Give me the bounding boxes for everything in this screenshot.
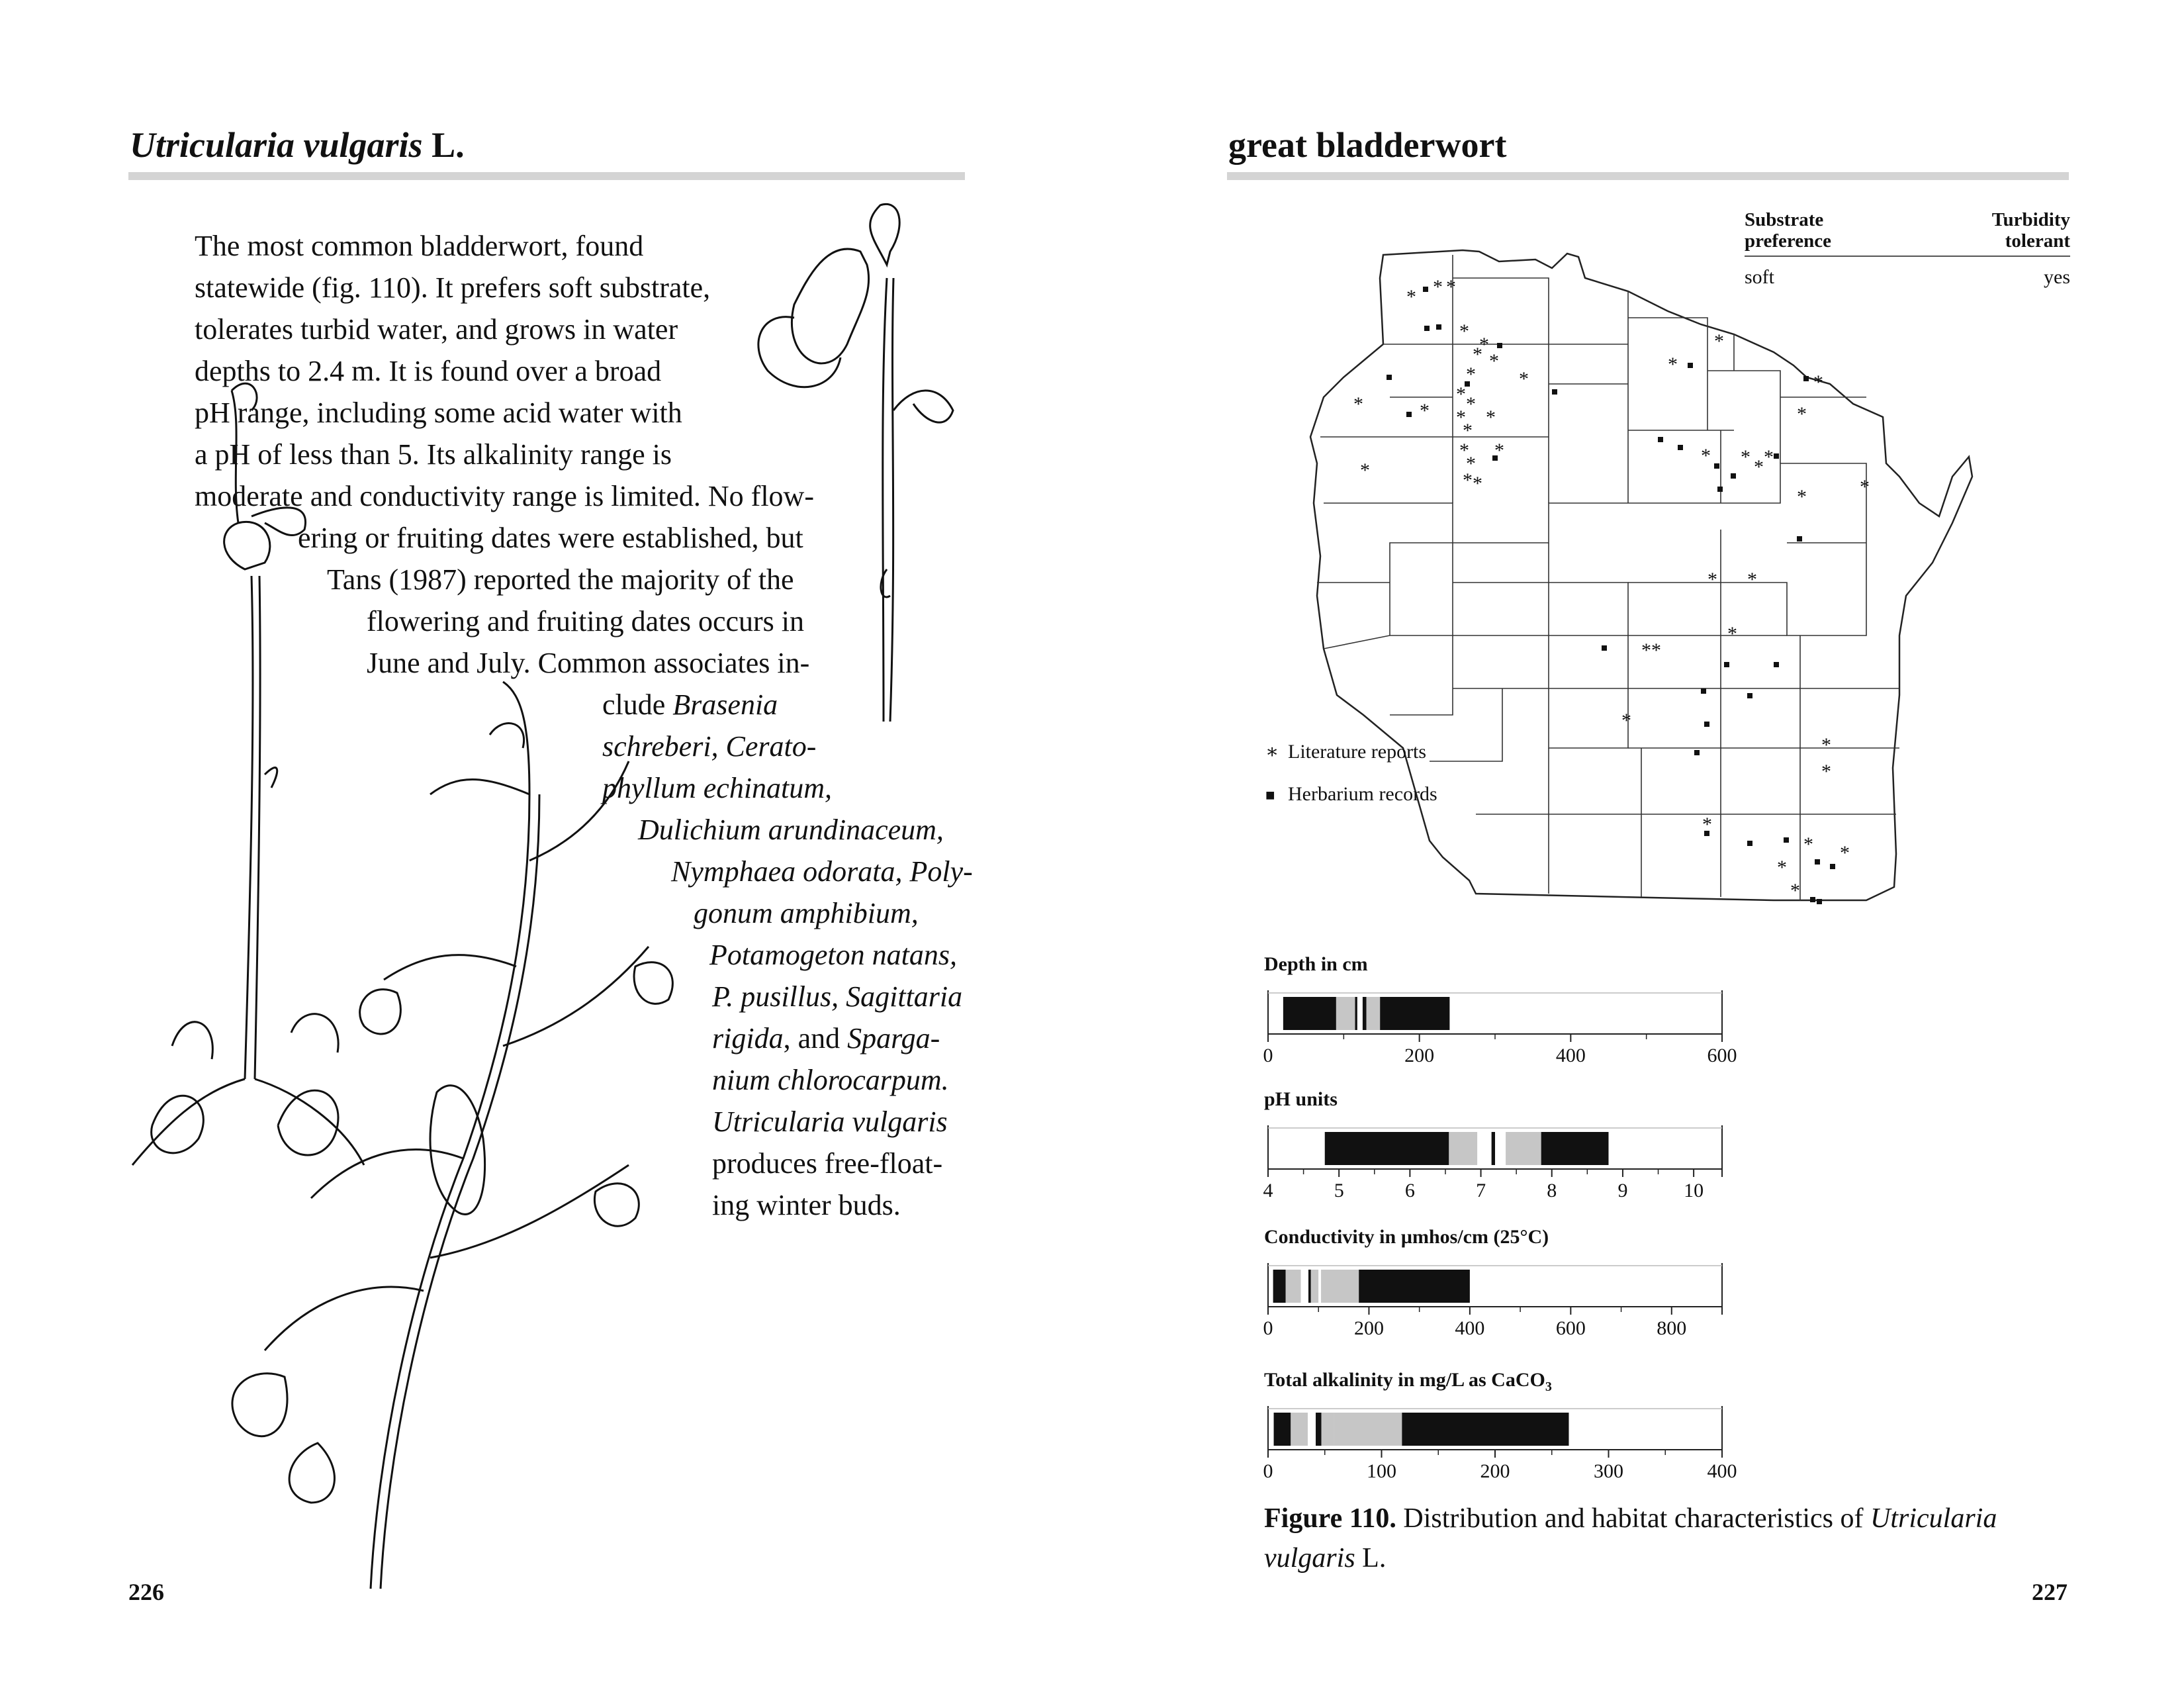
range-segment — [1336, 997, 1355, 1030]
tick-label: 800 — [1657, 1317, 1687, 1338]
range-segment — [1291, 1413, 1308, 1446]
chart-title-text: Total alkalinity in mg/L as CaCO — [1264, 1369, 1545, 1391]
turbidity-header-line2: tolerant — [2005, 230, 2070, 252]
title-rule-right — [1227, 172, 2069, 180]
caption-italic-species: vulgaris — [1264, 1543, 1355, 1573]
description-text: ing winter buds. — [712, 1189, 901, 1221]
flower-stalk-right — [890, 278, 893, 722]
svg-text:*: * — [1821, 734, 1831, 756]
tick-label: 6 — [1404, 1180, 1415, 1201]
range-segment — [1321, 1270, 1359, 1303]
svg-text:*: * — [1466, 453, 1476, 475]
svg-text:*: * — [1621, 710, 1631, 731]
tick-label: 300 — [1594, 1460, 1623, 1481]
svg-text:*: * — [1489, 350, 1499, 372]
description-text: June and July. Common associates in- — [367, 647, 810, 679]
range-segment — [1311, 1270, 1318, 1303]
svg-text:*: * — [1459, 440, 1469, 461]
range-segment — [1541, 1132, 1609, 1165]
italic-species-text: phyllum echinatum, — [602, 772, 833, 804]
range-segment — [1402, 1413, 1569, 1446]
tick-label: 400 — [1555, 1045, 1586, 1066]
tick-label: 4 — [1263, 1180, 1273, 1201]
tick-label: 400 — [1707, 1460, 1737, 1481]
range-segment — [1492, 1132, 1495, 1165]
description-text: produces free-float- — [712, 1147, 943, 1180]
range-chart — [1257, 980, 1747, 1066]
legend-herbarium-label: Herbarium records — [1288, 783, 1437, 805]
range-segment — [1334, 1413, 1402, 1446]
tick-label: 200 — [1404, 1045, 1435, 1066]
wisconsin-distribution-map — [1304, 192, 2005, 927]
svg-text:*: * — [1747, 569, 1757, 590]
figure-label: Figure 110. — [1264, 1503, 1396, 1534]
description-text: statewide (fig. 110). It prefers soft substrate, — [195, 271, 711, 304]
italic-species-text: Utricularia vulgaris — [712, 1105, 948, 1138]
page-number-left: 226 — [128, 1579, 164, 1605]
range-segment — [1477, 1132, 1491, 1165]
tick-label: 0 — [1263, 1045, 1273, 1066]
svg-text:*: * — [1486, 406, 1496, 428]
tick-label: 600 — [1555, 1317, 1586, 1338]
svg-text:*: * — [1479, 334, 1489, 355]
svg-text:*: * — [1360, 459, 1370, 481]
range-segment — [1325, 1132, 1449, 1165]
tick-label: 10 — [1684, 1180, 1704, 1201]
range-segment — [1322, 1413, 1334, 1446]
tick-label: 8 — [1547, 1180, 1557, 1201]
italic-species-text: schreberi, Cerato- — [602, 730, 817, 763]
range-segment — [1308, 1270, 1311, 1303]
svg-text:*: * — [1519, 368, 1529, 390]
caption-tail: L. — [1355, 1543, 1387, 1573]
chart-title-subscript: 3 — [1545, 1380, 1552, 1394]
svg-text:*: * — [1821, 761, 1831, 782]
tick-label: 5 — [1334, 1180, 1344, 1201]
tick-label: 9 — [1617, 1180, 1628, 1201]
italic-species-text: P. pusillus, Sagittaria — [712, 980, 963, 1013]
italic-species-text: Nymphaea odorata, Poly- — [671, 855, 973, 888]
tick-label: 400 — [1455, 1317, 1485, 1338]
svg-text:*: * — [1790, 880, 1800, 902]
italic-species-text: gonum amphibium, — [694, 897, 919, 929]
svg-text:*: * — [1651, 639, 1661, 661]
description-text: flowering and fruiting dates occurs in — [367, 605, 805, 637]
svg-text:*: * — [1727, 623, 1737, 645]
range-segment — [1355, 997, 1357, 1030]
svg-text:*: * — [1813, 371, 1823, 393]
svg-text:*: * — [1701, 445, 1711, 467]
tick-label: 200 — [1480, 1460, 1510, 1481]
species-name: Utricularia vulgaris — [130, 125, 423, 165]
svg-text:*: * — [1860, 476, 1870, 498]
range-segment — [1301, 1270, 1308, 1303]
svg-text:*: * — [1764, 446, 1774, 468]
range-segment — [1380, 997, 1449, 1030]
svg-text:*: * — [1433, 276, 1443, 298]
svg-text:*: * — [1797, 486, 1807, 508]
svg-text:*: * — [1714, 330, 1724, 352]
range-segment — [1308, 1413, 1316, 1446]
tick-label: 0 — [1263, 1460, 1273, 1481]
svg-text:*: * — [1456, 406, 1466, 428]
tick-label: 200 — [1353, 1317, 1384, 1338]
range-chart — [1257, 1252, 1747, 1338]
description-text: a pH of less than 5. Its alkalinity range is — [195, 438, 672, 471]
chart-title — [1264, 1369, 1552, 1395]
svg-text:*: * — [1741, 446, 1751, 468]
svg-text:*: * — [1803, 833, 1813, 855]
svg-text:*: * — [1473, 473, 1482, 494]
svg-text:*: * — [1420, 400, 1430, 422]
asterisk-icon: ∗ — [1265, 741, 1279, 763]
italic-species-text: Brasenia — [672, 688, 778, 721]
substrate-value: soft — [1745, 266, 1774, 288]
svg-text:*: * — [1641, 639, 1651, 661]
range-chart — [1257, 1395, 1747, 1481]
chart-title — [1264, 1226, 1549, 1248]
svg-text:*: * — [1466, 363, 1476, 385]
common-name-title: great bladderwort — [1228, 125, 1507, 165]
range-segment — [1283, 997, 1336, 1030]
description-text: The most common bladderwort, found — [195, 230, 644, 262]
svg-text:*: * — [1473, 344, 1482, 365]
range-segment — [1449, 1132, 1477, 1165]
turbidity-value: yes — [2044, 266, 2070, 288]
species-author: L. — [432, 125, 465, 165]
chart-title-text: Conductivity in µmhos/cm (25°C) — [1264, 1226, 1549, 1248]
svg-text:*: * — [1463, 469, 1473, 491]
range-segment — [1274, 1413, 1291, 1446]
tick-label: 7 — [1476, 1180, 1486, 1201]
range-segment — [1318, 1270, 1321, 1303]
description-text: clude — [602, 688, 673, 721]
svg-text:*: * — [1406, 286, 1416, 308]
svg-text:*: * — [1466, 393, 1476, 415]
range-segment — [1286, 1270, 1301, 1303]
turbidity-header-line1: Turbidity — [1991, 209, 2070, 230]
species-title — [130, 124, 465, 165]
description-text: ering or fruiting dates were established, but — [298, 522, 803, 554]
range-segment — [1367, 997, 1381, 1030]
substrate-header-line2: preference — [1745, 230, 1831, 252]
svg-text:*: * — [1707, 569, 1717, 590]
svg-text:*: * — [1777, 857, 1787, 878]
svg-text:*: * — [1446, 276, 1456, 298]
italic-species-text: Dulichium arundinaceum, — [638, 814, 944, 846]
caption-italic-genus: Utricularia — [1870, 1503, 1997, 1534]
range-segment — [1359, 1270, 1470, 1303]
description-text: , and — [783, 1022, 848, 1055]
description-text: moderate and conductivity range is limited. No flow- — [195, 480, 814, 512]
description-text: Tans (1987) reported the majority of the — [327, 563, 794, 596]
italic-species-text: rigida — [712, 1022, 784, 1055]
tick-label: 100 — [1367, 1460, 1396, 1481]
svg-text:*: * — [1840, 842, 1850, 864]
literature-markers — [1353, 276, 1870, 902]
italic-species-text: Potamogeton natans, — [709, 939, 957, 971]
legend-literature — [1265, 740, 1426, 763]
tick-label: 0 — [1263, 1317, 1273, 1338]
bladderwort-illustration — [126, 192, 986, 1602]
tick-label: 600 — [1707, 1045, 1737, 1066]
svg-text:*: * — [1459, 320, 1469, 342]
substrate-header-line1: Substrate — [1745, 209, 1824, 230]
range-segment — [1363, 997, 1367, 1030]
herbarium-markers — [1387, 287, 1835, 904]
caption-text: Distribution and habitat characteristics of — [1396, 1503, 1871, 1534]
range-chart — [1257, 1115, 1747, 1201]
svg-text:*: * — [1754, 456, 1764, 478]
range-segment — [1357, 997, 1363, 1030]
range-segment — [1495, 1132, 1506, 1165]
range-segment — [1316, 1413, 1322, 1446]
description-text: tolerates turbid water, and grows in water — [195, 313, 678, 346]
figure-caption — [1264, 1499, 2078, 1578]
title-rule-left — [128, 172, 965, 180]
legend-literature-label: Literature reports — [1288, 741, 1427, 763]
page-number-right: 227 — [2032, 1579, 2068, 1605]
chart-title-text: Depth in cm — [1264, 953, 1368, 975]
square-icon: ■ — [1265, 787, 1275, 804]
chart-title — [1264, 953, 1368, 976]
svg-text:*: * — [1702, 814, 1712, 835]
range-segment — [1506, 1132, 1541, 1165]
italic-species-text: Sparga- — [847, 1022, 940, 1055]
range-segment — [1273, 1270, 1286, 1303]
chart-title — [1264, 1088, 1338, 1111]
svg-text:*: * — [1668, 353, 1678, 375]
svg-text:*: * — [1456, 383, 1466, 405]
svg-text:*: * — [1494, 440, 1504, 461]
legend-herbarium — [1265, 783, 1437, 806]
chart-title-text: pH units — [1264, 1088, 1338, 1110]
svg-text:*: * — [1353, 393, 1363, 415]
description-text: pH range, including some acid water with — [195, 397, 682, 429]
svg-text:*: * — [1797, 403, 1807, 425]
italic-species-text: nium chlorocarpum. — [712, 1064, 949, 1096]
svg-text:*: * — [1463, 420, 1473, 442]
description-text: depths to 2.4 m. It is found over a broad — [195, 355, 662, 387]
